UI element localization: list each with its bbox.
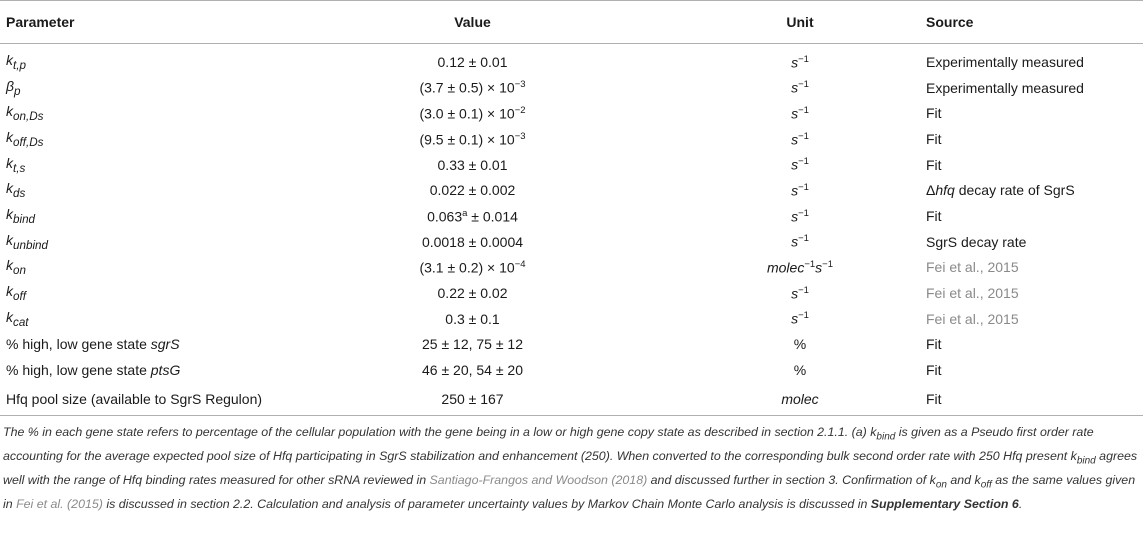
parameter-subscript: unbind [13, 238, 49, 252]
table-row [0, 75, 1143, 101]
footnote-kbind: $k_{bind}$ [870, 424, 896, 443]
source-cell[interactable]: Fei et al., 2015 [926, 285, 1019, 302]
table-row [0, 280, 1143, 306]
source-cell[interactable]: Fei et al., 2015 [926, 310, 1019, 327]
value-cell [265, 280, 680, 306]
unit-cell [680, 280, 920, 306]
unit-cell [680, 255, 920, 281]
parameter-subscript: t,s [13, 161, 26, 175]
parameter-symbol: k [6, 129, 13, 145]
unit-exponent: −1 [798, 233, 809, 245]
value-text: (3.1 ± 0.2) × 10 [419, 259, 515, 276]
value-text: (3.7 ± 0.5) × 10 [419, 79, 515, 96]
footnote-kon: $k_{on}$ [929, 472, 947, 491]
unit-exponent: −1 [798, 310, 809, 322]
value-footnote-mark: a [462, 207, 468, 219]
unit-base: s [791, 105, 799, 122]
parameter-cell [0, 357, 265, 383]
unit-exponent: −1 [804, 259, 816, 271]
unit-cell [680, 177, 920, 203]
unit-text: molec [781, 390, 819, 407]
source-cell: Experimentally measured [926, 79, 1084, 96]
unit-cell [680, 383, 920, 416]
footnote-text: and [946, 472, 975, 487]
value-cell [265, 75, 680, 101]
parameter-cell [0, 280, 265, 306]
unit-base: s [791, 156, 799, 173]
unit-cell [680, 306, 920, 332]
source-cell: Fit [926, 362, 942, 379]
parameter-symbol: β [6, 77, 14, 94]
supplementary-link[interactable]: Supplementary Section 6 [870, 496, 1019, 511]
unit-cell [680, 152, 920, 178]
footnote-text: is discussed in section 2.2. Calculation and analysis of parameter uncertainty values by Markov Chain Monte Carlo analysis is discussed in [102, 496, 871, 511]
parameter-subscript: on,Ds [13, 110, 44, 124]
unit-base: s [791, 233, 799, 250]
unit-cell [680, 100, 920, 126]
unit-base: s [791, 79, 799, 96]
parameter-subscript: cat [13, 315, 29, 329]
header-value: Value [265, 1, 680, 44]
value-text: 0.3 ± 0.1 [445, 310, 500, 327]
parameter-cell [0, 75, 265, 101]
unit-text: % [793, 362, 807, 379]
value-cell [265, 383, 680, 416]
table-footnote [0, 416, 1143, 513]
unit-base: s [791, 182, 799, 199]
unit-text: molec [766, 259, 805, 276]
value-text: 25 ± 12, 75 ± 12 [422, 336, 523, 353]
value-text: 0.33 ± 0.01 [437, 156, 508, 173]
unit-cell [680, 229, 920, 255]
parameter-cell [0, 306, 265, 332]
footnote-text: is given as a Pseudo first order rate accounting for the average expected pool size of Hfq participating in SgrS stabilization and enhancement (250). When converted to the corresponding bulk second order rate with 250 Hfq present [3, 424, 1094, 463]
unit-exponent: −1 [798, 284, 809, 296]
unit-exponent: −1 [798, 79, 809, 91]
source-cell: Experimentally measured [926, 53, 1084, 70]
source-cell: Fit [926, 336, 942, 353]
unit-cell [680, 75, 920, 101]
source-cell: Fit [926, 130, 942, 147]
source-cell: Δhfq decay rate of SgrS [926, 182, 1075, 199]
parameter-gene: ptsG [150, 362, 181, 379]
value-text: 0.12 ± 0.01 [437, 53, 508, 70]
unit-text: % [793, 336, 807, 353]
source-cell: Fit [926, 105, 942, 122]
parameter-symbol: k [6, 283, 13, 300]
parameter-cell [0, 126, 265, 152]
header-parameter: Parameter [0, 1, 265, 44]
source-cell: Fit [926, 156, 942, 173]
footnote-koff: $k_{off}$ [974, 472, 992, 491]
value-text: 0.022 ± 0.002 [429, 182, 516, 199]
parameter-symbol: k [6, 308, 13, 325]
parameter-cell [0, 177, 265, 203]
table-row [0, 177, 1143, 203]
parameter-label: % high, low gene state [6, 336, 151, 353]
footnote-text: agrees well with the range of Hfq binding rates measured for other sRNA reviewed in [3, 448, 1138, 487]
unit-cell [680, 44, 920, 75]
table-row [0, 229, 1143, 255]
parameter-subscript: ds [13, 187, 26, 201]
table-row [0, 152, 1143, 178]
unit-base: s [791, 131, 799, 148]
value-text: 0.22 ± 0.02 [437, 285, 508, 302]
footnote-text: The % in each gene state refers to percentage of the cellular population with the gene being in a low or high gene copy state as described in section 2.1.1. (a) [3, 424, 871, 439]
unit-exponent: −1 [798, 207, 809, 219]
parameter-subscript: off [13, 289, 26, 303]
unit-base: s [791, 311, 799, 328]
table-row [0, 44, 1143, 75]
unit-exponent: −1 [798, 181, 809, 193]
value-cell [265, 177, 680, 203]
parameter-cell [0, 255, 265, 281]
unit-cell [680, 203, 920, 229]
value-exponent: −3 [514, 130, 526, 142]
value-cell [265, 255, 680, 281]
value-cell [265, 229, 680, 255]
table-row [0, 255, 1143, 281]
table-row [0, 357, 1143, 383]
table-row [0, 383, 1143, 416]
value-cell [265, 44, 680, 75]
parameter-cell [0, 229, 265, 255]
unit-exponent: −1 [822, 259, 834, 271]
footnote-kbind: $k_{bind}$ [1070, 448, 1096, 467]
unit-base: s [791, 285, 799, 302]
header-unit: Unit [680, 1, 920, 44]
value-cell [265, 332, 680, 358]
value-text: (9.5 ± 0.1) × 10 [419, 131, 515, 148]
value-cell [265, 306, 680, 332]
value-text: 0.063 [427, 208, 463, 225]
value-exponent: −2 [514, 104, 526, 116]
parameter-gene: sgrS [150, 336, 180, 353]
parameter-symbol: k [6, 103, 13, 120]
parameter-cell [0, 152, 265, 178]
value-cell [265, 152, 680, 178]
unit-exponent: −1 [798, 104, 809, 116]
header-source: Source [920, 1, 1143, 44]
parameter-cell [0, 203, 265, 229]
parameter-subscript: on [13, 264, 26, 278]
footnote-text: . [1018, 496, 1023, 511]
value-text: 250 ± 167 [441, 390, 504, 407]
source-cell: Fit [920, 383, 1143, 416]
parameter-symbol: k [6, 257, 13, 274]
unit-exponent: −1 [798, 130, 809, 142]
unit-cell [680, 332, 920, 358]
parameter-label: % high, low gene state [6, 362, 151, 379]
parameter-subscript: p [14, 84, 21, 98]
table-row [0, 203, 1143, 229]
footnote-text: and discussed further in section 3. Confirmation of [647, 472, 930, 487]
unit-base: s [815, 259, 823, 276]
parameter-cell [0, 332, 265, 358]
source-cell[interactable]: Fei et al., 2015 [926, 259, 1019, 276]
table-row [0, 306, 1143, 332]
parameter-symbol: k [6, 180, 13, 197]
reference-link-fei[interactable]: Fei et al. (2015) [16, 496, 103, 511]
unit-exponent: −1 [798, 53, 809, 65]
table-row [0, 100, 1143, 126]
source-cell: Fit [926, 207, 942, 224]
value-cell [265, 126, 680, 152]
source-cell: SgrS decay rate [926, 233, 1027, 250]
header-row [0, 1, 1143, 44]
unit-base: s [791, 208, 799, 225]
unit-exponent: −1 [798, 156, 809, 168]
value-exponent: −3 [514, 79, 526, 91]
parameter-cell [0, 383, 265, 416]
value-text: 46 ± 20, 54 ± 20 [422, 362, 523, 379]
parameter-cell [0, 44, 265, 75]
footnote-text: as the same values given in [3, 472, 1136, 511]
value-cell [265, 203, 680, 229]
unit-base: s [791, 54, 799, 71]
parameter-symbol: k [6, 231, 13, 248]
parameter-symbol: k [6, 51, 13, 68]
value-exponent: −4 [514, 259, 526, 271]
parameter-label: Hfq pool size (available to SgrS Regulon) [6, 390, 263, 407]
unit-cell [680, 126, 920, 152]
table-row [0, 126, 1143, 152]
value-cell [265, 357, 680, 383]
parameter-symbol: k [6, 154, 13, 171]
value-cell [265, 100, 680, 126]
reference-link-santiago[interactable]: Santiago-Frangos and Woodson (2018) [429, 472, 648, 487]
parameter-subscript: bind [13, 212, 36, 226]
value-text: 0.0018 ± 0.0004 [421, 233, 524, 250]
parameter-symbol: k [6, 206, 13, 223]
unit-cell [680, 357, 920, 383]
parameter-cell [0, 100, 265, 126]
parameter-subscript: t,p [13, 58, 26, 72]
value-text: (3.0 ± 0.1) × 10 [419, 105, 515, 122]
table-row [0, 332, 1143, 358]
parameter-subscript: off,Ds [13, 135, 44, 149]
value-text: ± 0.014 [467, 208, 518, 225]
